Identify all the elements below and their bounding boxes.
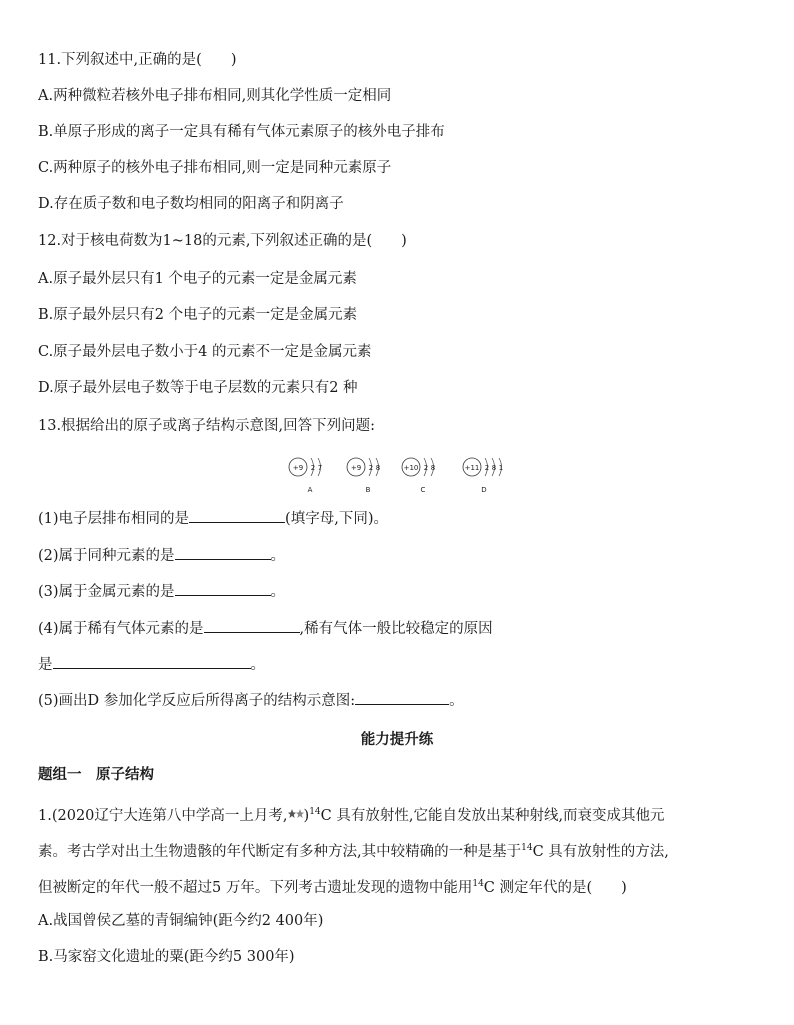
- atom-diagram-B: [347, 458, 380, 494]
- q1-text-3: C 具有放射性的方法,: [532, 844, 669, 860]
- q13-stem: 13.根据给出的原子或离子结构示意图,回答下列问题:: [38, 418, 376, 434]
- atom-diagram-D: [463, 458, 503, 494]
- shell-electron-count: 2: [310, 464, 316, 472]
- shell-electron-count: 2: [368, 464, 374, 472]
- shell-electron-count: 7: [317, 464, 323, 472]
- carbon14-mass-number: 14: [309, 807, 321, 817]
- q13-part2: [38, 545, 285, 566]
- q12-option-b: B.原子最外层只有2 个电子的元素一定是金属元素: [38, 307, 358, 323]
- q13-part4b-end: 。: [250, 657, 265, 673]
- q13-part5-end: 。: [449, 693, 464, 709]
- q11-option-b: B.单原子形成的离子一定具有稀有气体元素原子的核外电子排布: [38, 124, 445, 140]
- answer-blank-4b[interactable]: [53, 654, 251, 669]
- question-group-title: 题组一 原子结构: [38, 766, 154, 783]
- diagram-label: D: [481, 486, 487, 494]
- q13-part4: [38, 618, 493, 639]
- nucleus-charge: +9: [292, 464, 304, 472]
- difficulty-star-icon: [288, 809, 304, 819]
- q1-line1: 1.(2020辽宁大连第八中学高一上月考, )$^{14}$C 具有放射性,它能自发放出某种射线,而衰变成其他元: [38, 807, 665, 824]
- answer-blank-4[interactable]: [204, 618, 300, 633]
- q13-part1: [38, 508, 388, 529]
- atom-diagram-C: [402, 458, 435, 494]
- atom-diagram-A: [289, 458, 322, 494]
- q11-option-a: A.两种微粒若核外电子排布相同,则其化学性质一定相同: [38, 88, 392, 104]
- shell-electron-count: 2: [423, 464, 429, 472]
- q1-text-1: C 具有放射性,它能自发放出某种射线,而衰变成其他元: [320, 808, 665, 824]
- q13-part4-label: (4)属于稀有气体元素的是: [38, 621, 204, 637]
- shell-electron-count: 8: [491, 464, 497, 472]
- q1-option-b: B.马家窑文化遗址的粟(距今约5 300年): [38, 949, 295, 965]
- nucleus-charge: +9: [350, 464, 362, 472]
- diagram-label: B: [365, 486, 371, 494]
- shell-electron-count: 8: [375, 464, 381, 472]
- q11-option-c: C.两种原子的核外电子排布相同,则一定是同种元素原子: [38, 160, 392, 176]
- diagram-label: A: [307, 486, 313, 494]
- answer-blank-2[interactable]: [175, 545, 271, 560]
- carbon14-mass-number: 14: [472, 879, 484, 889]
- q1-line2: [38, 838, 669, 862]
- q12-stem: 12.对于核电荷数为1~18的元素,下列叙述正确的是( ): [38, 233, 407, 249]
- q12-option-a: A.原子最外层只有1 个电子的元素一定是金属元素: [38, 271, 357, 287]
- q13-part4b-label: 是: [38, 657, 53, 673]
- nucleus-charge: +10: [403, 464, 419, 472]
- q13-part5: [38, 690, 464, 711]
- q13-part1-label: (1)电子层排布相同的是: [38, 511, 190, 527]
- answer-blank-1[interactable]: [189, 508, 285, 523]
- q13-part3-end: 。: [270, 584, 286, 600]
- q13-part3: [38, 581, 285, 602]
- q13-part2-label: (2)属于同种元素的是: [38, 548, 175, 564]
- q13-part4-continued: [38, 654, 265, 675]
- q13-part4-text: ,稀有气体一般比较稳定的原因: [299, 621, 493, 637]
- q1-option-a: A.战国曾侯乙墓的青铜编钟(距今约2 400年): [38, 913, 324, 929]
- q1-line3: [38, 874, 627, 898]
- q13-part1-note: (填字母,下同)。: [285, 511, 388, 527]
- q1-text-2: 素。考古学对出土生物遗骸的年代断定有多种方法,其中较精确的一种是基于: [38, 844, 522, 860]
- shell-electron-count: 2: [484, 464, 490, 472]
- nucleus-charge: +11: [464, 464, 480, 472]
- q11-stem: 11.下列叙述中,正确的是( ): [38, 52, 237, 68]
- atomic-structure-diagrams: [280, 452, 520, 498]
- q13-part3-label: (3)属于金属元素的是: [38, 584, 175, 600]
- section-title: 能力提升练: [360, 731, 434, 748]
- carbon14-mass-number: 14: [521, 843, 533, 853]
- q12-option-c: C.原子最外层电子数小于4 的元素不一定是金属元素: [38, 344, 372, 360]
- answer-blank-3[interactable]: [175, 581, 271, 596]
- q13-part2-end: 。: [270, 548, 286, 564]
- shell-electron-count: 8: [430, 464, 436, 472]
- shell-electron-count: 1: [498, 464, 504, 472]
- q1-text-5: C 测定年代的是( ): [483, 880, 627, 896]
- q13-part5-label: (5)画出D 参加化学反应后所得离子的结构示意图:: [38, 693, 356, 709]
- diagram-label: C: [420, 486, 426, 494]
- q1-source: 1.(2020辽宁大连第八中学高一上月考,: [38, 808, 288, 824]
- q11-option-d: D.存在质子数和电子数均相同的阳离子和阴离子: [38, 196, 344, 212]
- q12-option-d: D.原子最外层电子数等于电子层数的元素只有2 种: [38, 380, 358, 396]
- answer-blank-5[interactable]: [355, 690, 449, 705]
- q1-text-4: 但被断定的年代一般不超过5 万年。下列考古遗址发现的遗物中能用: [38, 880, 473, 896]
